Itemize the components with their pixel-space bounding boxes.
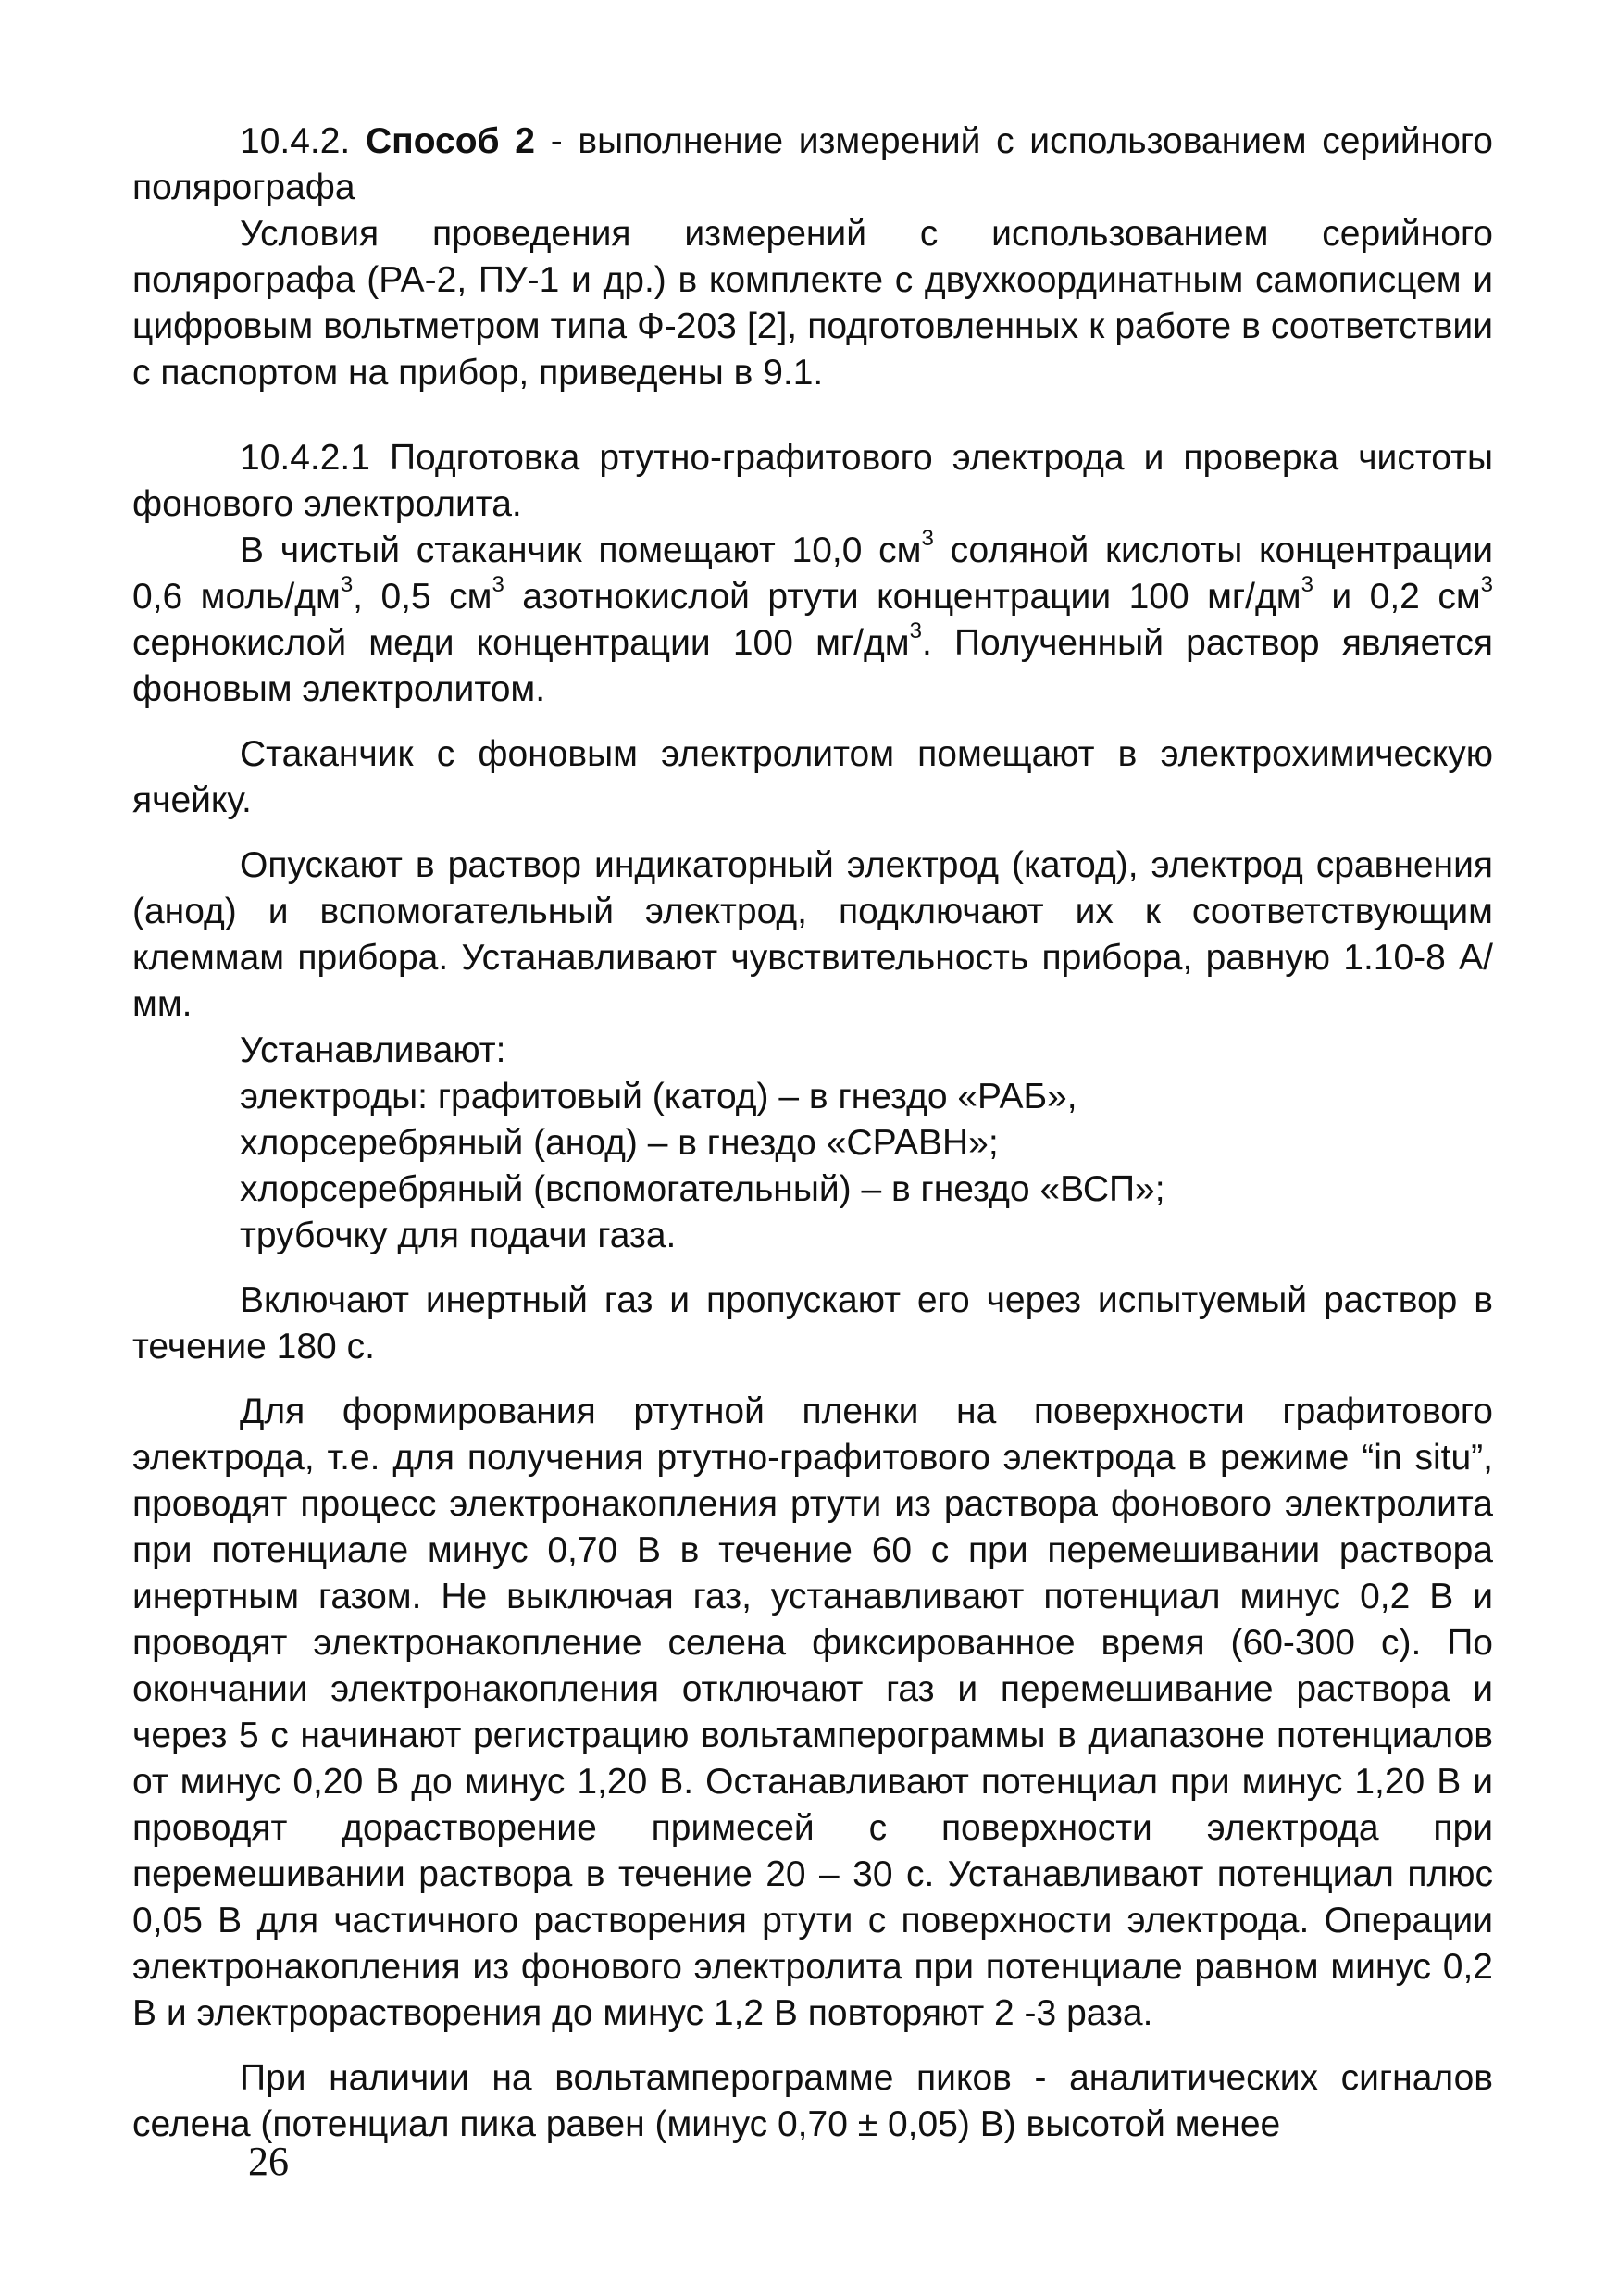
setup-list-item: трубочку для подачи газа. [240, 1216, 677, 1255]
document-page [132, 119, 1493, 2148]
superscript-2: 3 [340, 572, 354, 597]
superscript-3: 3 [492, 572, 504, 597]
paragraph-conditions: Условия проведения измерений с использованием серийного полярографа (РА-2, ПУ-1 и др.) в комплекте с двухкоординатным самописцем и цифровым вольтметром типа Ф-203 [2], подготовленных к работе в соответствии с паспортом на прибор, приведены в 9.1. [132, 214, 1493, 393]
beaker-text-5: и 0,2 см [1313, 577, 1481, 617]
section-10-4-2-heading [132, 119, 1493, 211]
section-10-4-2-1-heading: 10.4.2.1 Подготовка ртутно-графитового электрода и проверка чистоты фонового электролита. [132, 438, 1493, 524]
beaker-text-3: , 0,5 см [353, 577, 492, 617]
paragraph-beaker [132, 528, 1493, 713]
section-title-rest: - выполнение измерений с использованием серийного полярографа [132, 121, 1493, 207]
section-number: 10.4.2. [240, 121, 351, 161]
setup-list-intro: Устанавливают: [240, 1030, 506, 1070]
setup-list-item: хлорсеребряный (вспомогательный) – в гнездо «ВСП»; [240, 1169, 1165, 1209]
superscript-4: 3 [1301, 572, 1313, 597]
setup-list-item: электроды: графитовый (катод) – в гнездо «РАБ», [240, 1077, 1077, 1117]
beaker-text-2: соляной кислоты концентрации 0,6 моль/дм [132, 530, 1493, 617]
beaker-text-1: В чистый стаканчик помещают 10,0 см [240, 530, 922, 570]
superscript-1: 3 [921, 526, 934, 551]
superscript-5: 3 [1480, 572, 1493, 597]
section-title-bold: Способ 2 [365, 121, 535, 161]
beaker-text-4: азотнокислой ртути концентрации 100 мг/дм [504, 577, 1301, 617]
paragraph-film: Для формирования ртутной пленки на поверхности графитового электрода, т.е. для получения ртутно-графитового электрода в режиме “in situ”, проводят процесс электронакопления ртути из раствора фонового электролита при потенциале минус 0,70 В в течение 60 с при перемешивании раствора инертным газом. Не выключая газ, устанавливают потенциал минус 0,2 В и проводят электронакопление селена фиксированное время (60-300 с). По окончании электронакопления отключают газ и перемешивание раствора и через 5 с начинают регистрацию вольтамперограммы в диапазоне потенциалов от минус 0,20 В до минус 1,20 В. Останавливают потенциал при минус 1,20 В и проводят дорастворение примесей с поверхности электрода при перемешивании раствора в течение 20 – 30 с. Устанавливают потенциал плюс 0,05 В для частичного растворения ртути с поверхности электрода. Операции электронакопления из фонового электролита при потенциале равном минус 0,2 В и электрорастворения до минус 1,2 В повторяют 2 -3 раза. [132, 1391, 1493, 2033]
paragraph-gas: Включают инертный газ и пропускают его через испытуемый раствор в течение 180 с. [132, 1280, 1493, 1366]
superscript-6: 3 [909, 618, 922, 643]
beaker-text-6: сернокислой меди концентрации 100 мг/дм [132, 623, 910, 663]
paragraph-peaks: При наличии на вольтамперограмме пиков - аналитических сигналов селена (потенциал пика равен (минус 0,70 ± 0,05) В) высотой менее [132, 2058, 1493, 2144]
page-number: 26 [248, 2139, 289, 2184]
paragraph-electrodes: Опускают в раствор индикаторный электрод (катод), электрод сравнения (анод) и вспомогательный электрод, подключают их к соответствующим клеммам прибора. Устанавливают чувствительность прибора, равную 1.10-8 А/мм. [132, 845, 1493, 1024]
paragraph-cell: Стаканчик с фоновым электролитом помещают в электрохимическую ячейку. [132, 734, 1493, 820]
setup-list-item: хлорсеребряный (анод) – в гнездо «СРАВН»; [240, 1123, 999, 1163]
beaker-text-7: . Полученный раствор является фоновым электролитом. [132, 623, 1494, 709]
